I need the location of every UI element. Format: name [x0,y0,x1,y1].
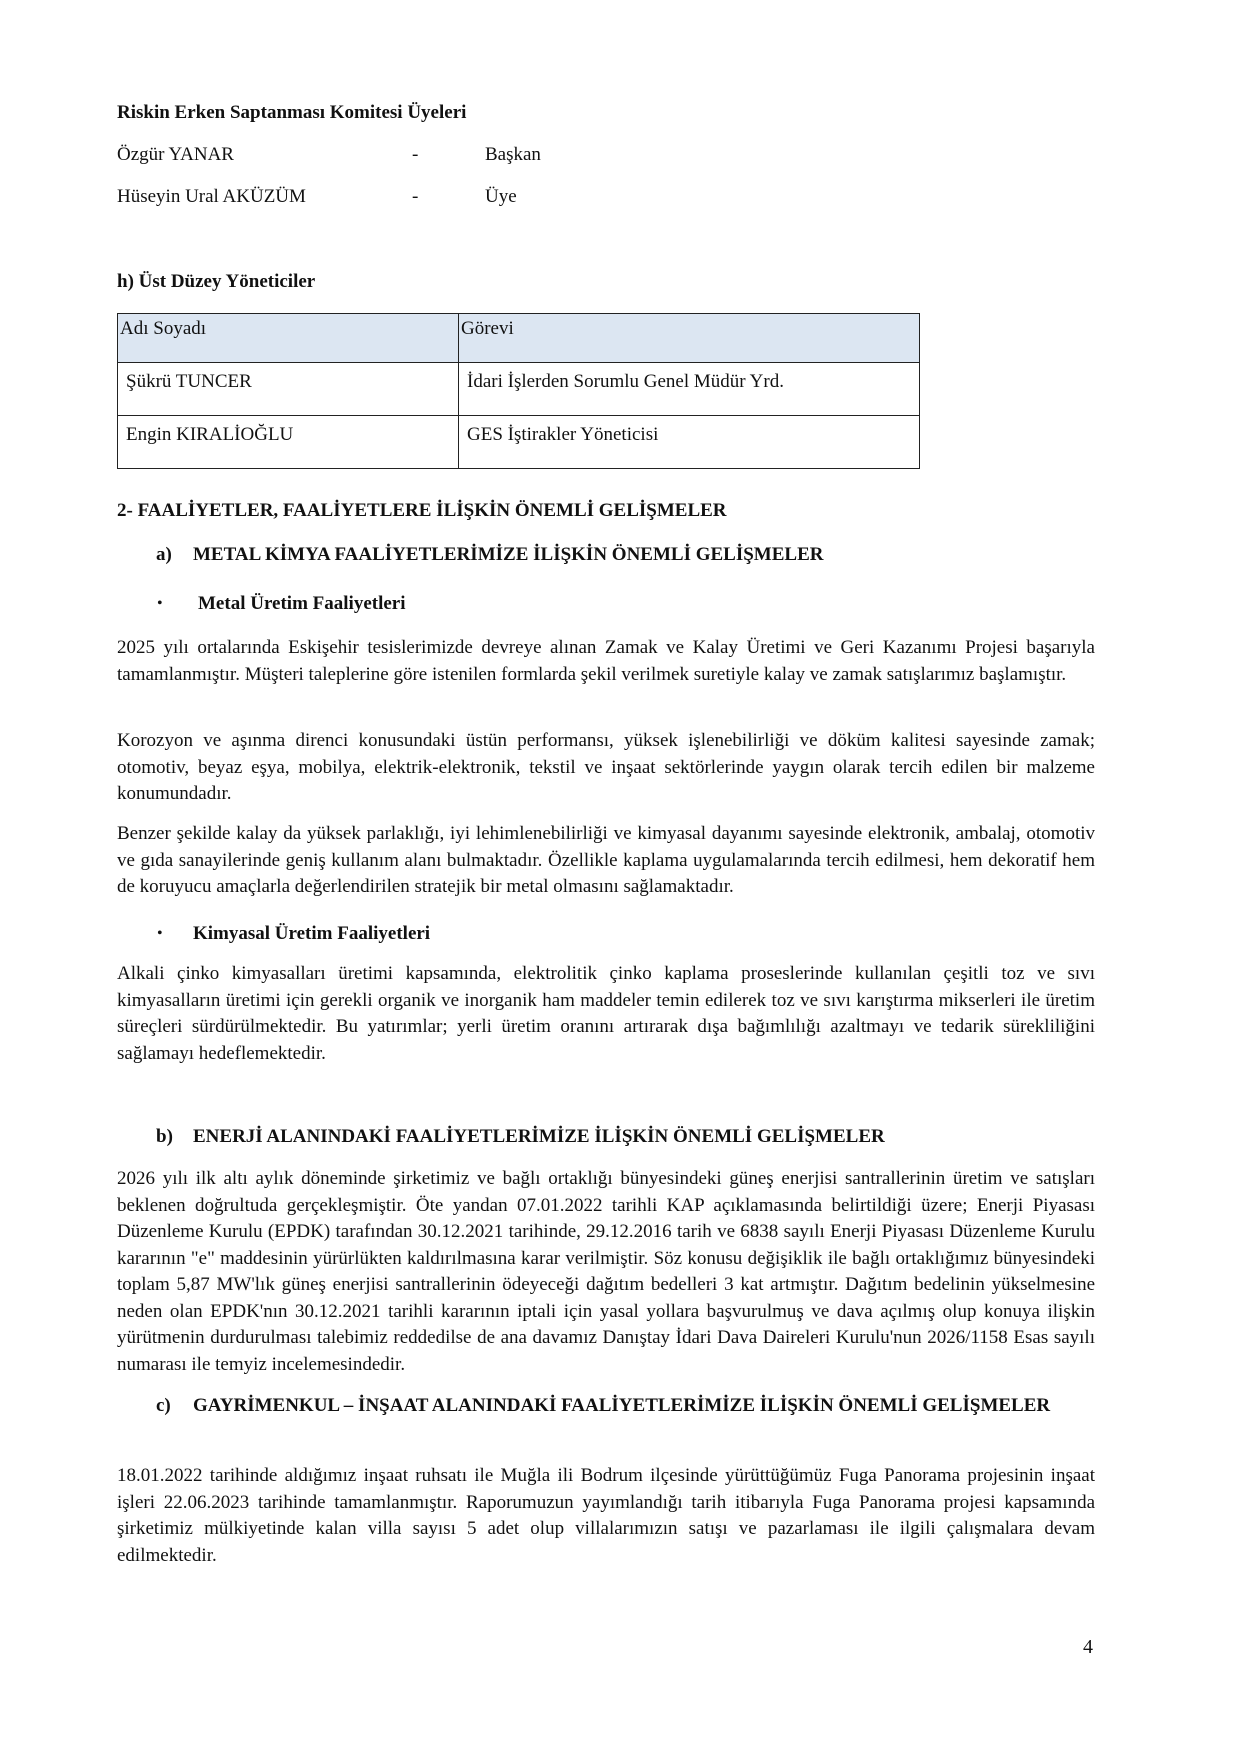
member-role: Üye [485,186,517,207]
subsection-title: GAYRİMENKUL – İNŞAAT ALANINDAKİ FAALİYETLERİMİZE İLİŞKİN ÖNEMLİ GELİŞMELER [193,1395,1051,1416]
cell-name: Engin KIRALİOĞLU [118,416,459,469]
executives-title: h) Üst Düzey Yöneticiler [117,271,316,292]
subsection-title: METAL KİMYA FAALİYETLERİMİZE İLİŞKİN ÖNEMLİ GELİŞMELER [193,544,824,565]
subsection-label: b) [156,1126,173,1147]
cell-name: Şükrü TUNCER [118,363,459,416]
table-header-row [118,314,920,363]
paragraph: Benzer şekilde kalay da yüksek parlaklığı, iyi lehimlenebilirliği ve kimyasal dayanımı sayesinde elektronik, ambalaj, otomotiv ve gıda sanayilerinde geniş kullanım alanı bulmaktadır. Özellikle kaplama uygulamalarında tercih edilmesi, hem dekoratif hem de koruyucu amaçlarla değerlendirilen stratejik bir metal olmasını sağlamaktadır. [117,823,1095,897]
page-number: 4 [1083,1636,1093,1658]
paragraph: Korozyon ve aşınma direnci konusundaki üstün performansı, yüksek işlenebilirliği ve döküm kalitesi sayesinde zamak; otomotiv, beyaz eşya, mobilya, elektrik-elektronik, tekstil ve inşaat sektörlerinde yaygın olarak tercih edilen bir malzeme konumundadır. [117,730,1095,804]
cell-role: GES İştirakler Yöneticisi [459,416,920,469]
member-dash: - [412,186,419,207]
bullet-icon: • [157,925,163,942]
member-name: Özgür YANAR [117,144,234,165]
paragraph: Alkali çinko kimyasalları üretimi kapsamında, elektrolitik çinko kaplama proseslerinde kullanılan çeşitli toz ve sıvı kimyasalların üretimi için gerekli organik ve inorganik ham maddeler temin edilerek toz ve sıvı karıştırma mikserleri ile üretim süreçleri sürdürülmektedir. Bu yatırımlar; yerli üretim oranını artırarak dışa bağımlılığı azaltmayı ve tedarik sürekliliğini sağlamayı hedeflemektedir. [117,963,1095,1064]
table-row [118,416,920,469]
committee-title: Riskin Erken Saptanması Komitesi Üyeleri [117,102,467,123]
subsection-title: ENERJİ ALANINDAKİ FAALİYETLERİMİZE İLİŞKİN ÖNEMLİ GELİŞMELER [193,1126,885,1147]
member-dash: - [412,144,419,165]
paragraph: 2026 yılı ilk altı aylık döneminde şirketimiz ve bağlı ortaklığı bünyesindeki güneş enerjisi santrallerinin üretim ve satışları beklenen doğrultuda gerçekleşmiştir. Öte yandan 07.01.2022 tarihli KAP açıklamasında belirtildiği üzere; Enerji Piyasası Düzenleme Kurulu (EPDK) tarafından 30.12.2021 tarihinde, 29.12.2016 tarih ve 6838 sayılı Enerji Piyasası Düzenleme Kurulu kararının "e" maddesinin yürürlükten kaldırılmasına karar verilmiştir. Söz konusu değişiklik ile bağlı ortaklığımız bünyesindeki toplam 5,87 MW'lık güneş enerjisi santrallerinin ödeyeceği dağıtım bedelleri 3 kat artmıştır. Dağıtım bedelinin yükselmesine neden olan EPDK'nın 30.12.2021 tarihli kararının iptali için yasal yollara başvurulmuş ve dava açılmış olup konuya ilişkin yürütmenin durdurulması talebimiz reddedilse de ana davamız Danıştay İdari Dava Daireleri Kurulu'nun 2026/1158 Esas sayılı numarası ile temyiz incelemesindedir. [117,1168,1095,1375]
subsection-label: c) [156,1395,171,1416]
committee-member-row [117,142,717,168]
cell-role: İdari İşlerden Sorumlu Genel Müdür Yrd. [459,363,920,416]
bullet-heading: Kimyasal Üretim Faaliyetleri [193,923,431,944]
header-role-cell: Görevi [459,314,920,363]
table-row [118,363,920,416]
header-name-cell: Adı Soyadı [118,314,459,363]
subsection-label: a) [156,544,172,565]
bullet-heading: Metal Üretim Faaliyetleri [198,593,406,614]
member-role: Başkan [485,144,541,165]
executives-table [117,313,920,469]
paragraph: 18.01.2022 tarihinde aldığımız inşaat ruhsatı ile Muğla ili Bodrum ilçesinde yürüttüğümüz Fuga Panorama projesinin inşaat işleri 22.06.2023 tarihinde tamamlanmıştır. Raporumuzun yayımlandığı tarih itibarıyla Fuga Panorama projesi kapsamında şirketimiz mülkiyetinde kalan villa sayısı 5 adet olup villalarımızın satışı ve pazarlaması ile ilgili çalışmalara devam edilmektedir. [117,1465,1095,1566]
committee-member-row [117,184,717,210]
member-name: Hüseyin Ural AKÜZÜM [117,186,306,207]
bullet-icon: • [157,595,163,612]
section-title: 2- FAALİYETLER, FAALİYETLERE İLİŞKİN ÖNEMLİ GELİŞMELER [117,500,727,521]
paragraph: 2025 yılı ortalarında Eskişehir tesislerimizde devreye alınan Zamak ve Kalay Üretimi ve Geri Kazanımı Projesi başarıyla tamamlanmıştır. Müşteri taleplerine göre istenilen formlarda şekil verilmek suretiyle kalay ve zamak satışlarımız başlamıştır. [117,637,1095,685]
